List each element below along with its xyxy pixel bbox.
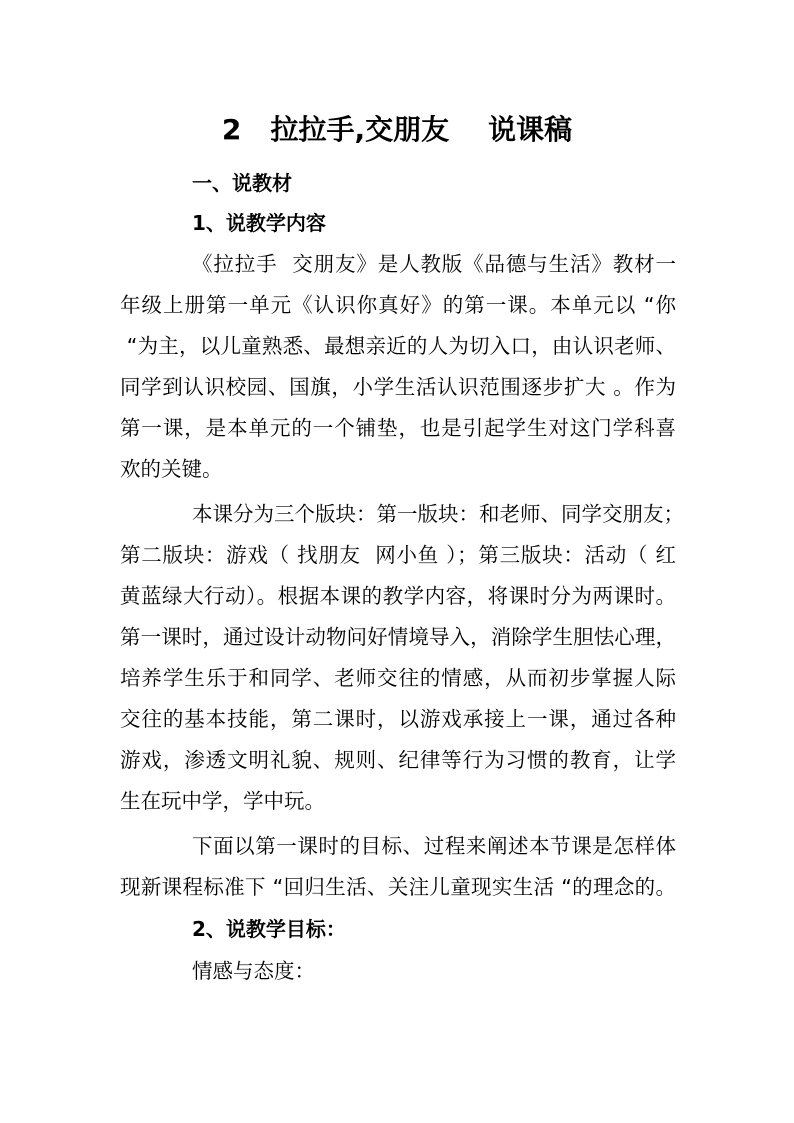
goal-item-emotion-attitude: 情感与态度：	[192, 959, 315, 983]
paragraph-line: 交往的基本技能，第二课时，以游戏承接上一课，通过各种	[120, 707, 676, 731]
paragraph-line: 本课分为三个版块：第一版块：和老师、同学交朋友；	[192, 502, 684, 526]
paragraph-line: 欢的关键。	[120, 457, 223, 481]
document-title: 2 拉拉手,交朋友 说课稿	[221, 113, 573, 146]
paragraph-line: 现新课程标准下 “回归生活、关注儿童现实生活 “的理念的。	[120, 875, 676, 899]
subheading-teaching-content: 1、说教学内容	[192, 211, 326, 235]
paragraph-line: 第二版块：游戏（ 找朋友 网小鱼 ）；第三版块：活动（ 红	[120, 543, 676, 567]
paragraph-line: 下面以第一课时的目标、过程来阐述本节课是怎样体	[192, 834, 676, 858]
paragraph-line: 第一课，是本单元的一个铺垫，也是引起学生对这门学科喜	[120, 416, 676, 440]
paragraph-line: 《拉拉手 交朋友》是人教版《品德与生活》教材一	[192, 252, 676, 276]
section-heading-textbook: 一、说教材	[192, 171, 292, 195]
paragraph-line: 同学到认识校园、国旗，小学生活认识范围逐步扩大 。作为	[120, 375, 676, 399]
paragraph-line: “为主，以儿童熟悉、最想亲近的人为切入口，由认识老师、	[120, 334, 676, 358]
paragraph-line: 第一课时，通过设计动物问好情境导入，消除学生胆怯心理，	[120, 625, 676, 649]
paragraph-line: 游戏，渗透文明礼貌、规则、纪律等行为习惯的教育，让学	[120, 748, 676, 772]
paragraph-line: 年级上册第一单元《认识你真好》的第一课。本单元以 “你	[120, 293, 676, 317]
paragraph-line: 黄蓝绿大行动）。根据本课的教学内容，将课时分为两课时。	[120, 584, 676, 608]
paragraph-line: 培养学生乐于和同学、老师交往的情感，从而初步掌握人际	[120, 666, 676, 690]
subheading-teaching-goals: 2、说教学目标：	[192, 917, 346, 941]
paragraph-line: 生在玩中学，学中玩。	[120, 789, 325, 813]
